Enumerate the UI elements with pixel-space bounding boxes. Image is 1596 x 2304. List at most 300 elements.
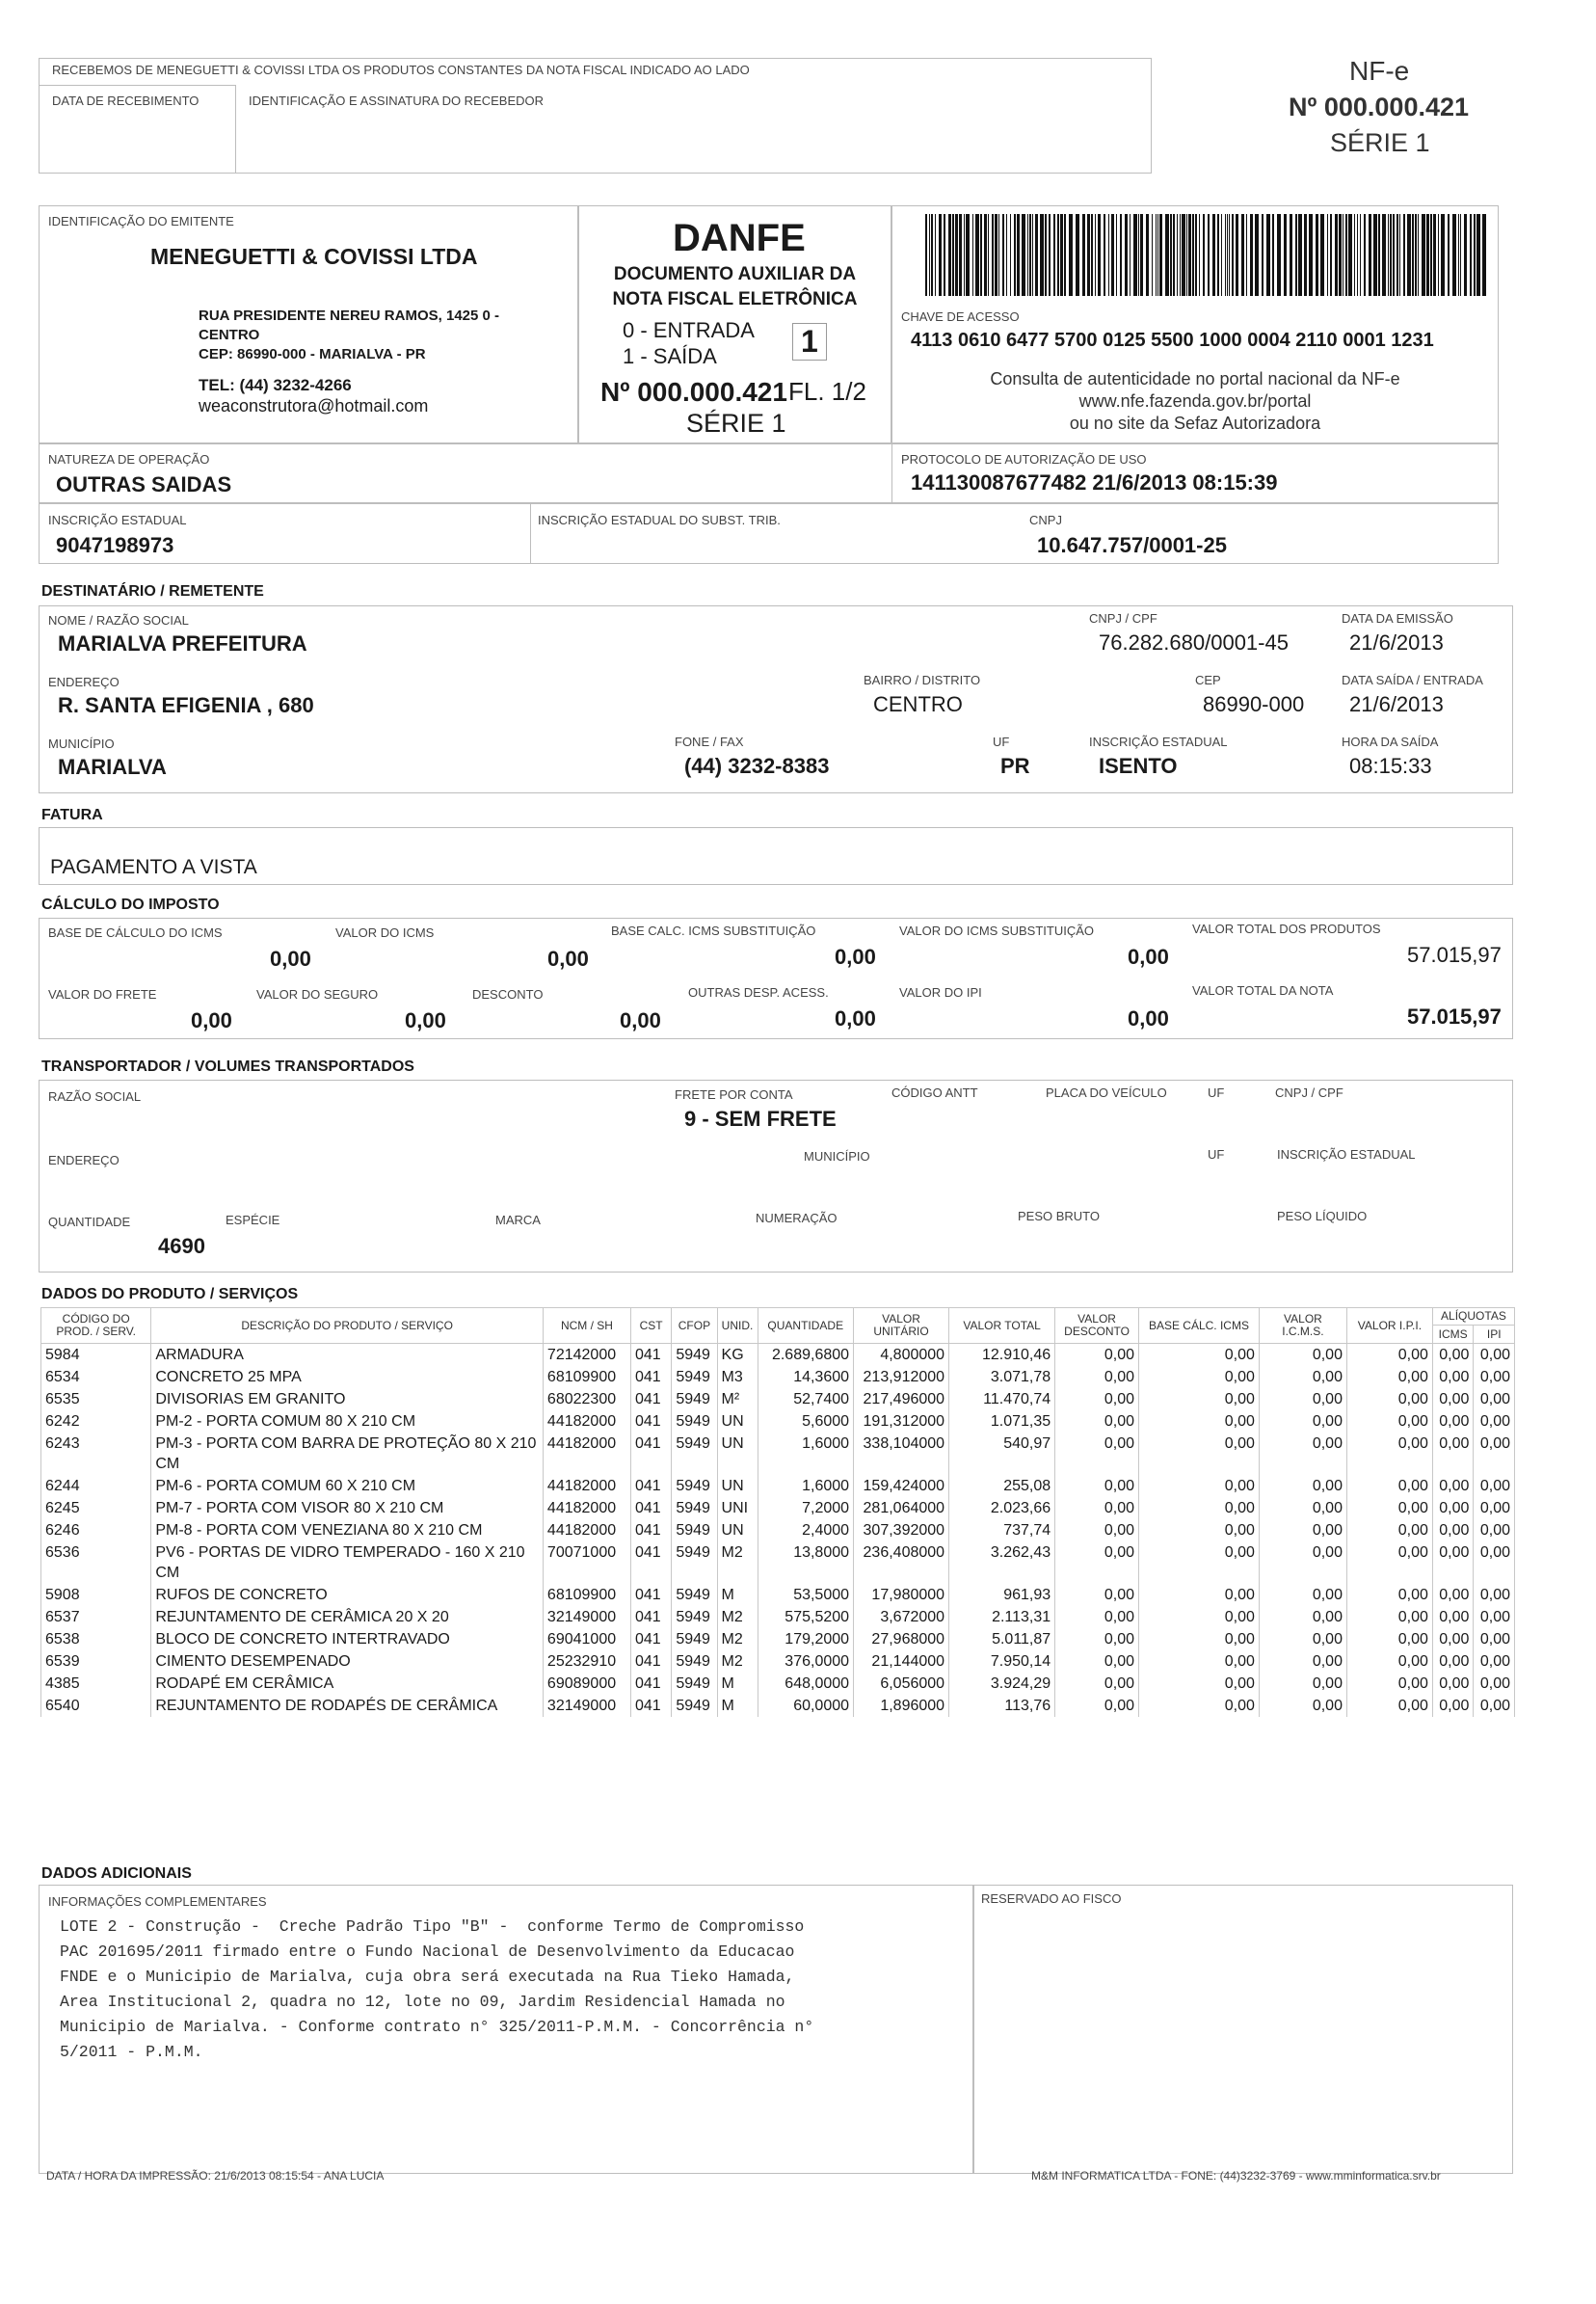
table-row xyxy=(41,1344,1515,1367)
barcode-bar xyxy=(1309,214,1313,296)
table-cell: 44182000 xyxy=(543,1497,630,1519)
consult-line3: ou no site da Sefaz Autorizadora xyxy=(1069,414,1321,433)
table-cell: 0,00 xyxy=(1138,1606,1259,1628)
barcode-bar xyxy=(1470,214,1472,296)
emitter-address xyxy=(199,307,499,364)
desc-label: DESCONTO xyxy=(472,987,544,1002)
table-cell: 32149000 xyxy=(543,1695,630,1717)
col-discount: VALOR DESCONTO xyxy=(1055,1308,1139,1344)
table-cell: 0,00 xyxy=(1346,1475,1432,1497)
table-cell: 0,00 xyxy=(1259,1695,1346,1717)
barcode-bar xyxy=(1412,214,1414,296)
table-cell: 72142000 xyxy=(543,1344,630,1367)
phone-value: (44) 3232-8383 xyxy=(684,754,830,778)
table-cell: 0,00 xyxy=(1138,1410,1259,1433)
table-cell: 0,00 xyxy=(1138,1628,1259,1650)
table-cell: 0,00 xyxy=(1259,1606,1346,1628)
info-line-1: LOTE 2 - Construção - Creche Padrão Tipo "B" - conforme Termo de Compromisso xyxy=(60,1917,805,1936)
table-cell: CIMENTO DESEMPENADO xyxy=(151,1650,544,1673)
barcode-bar xyxy=(1345,214,1347,296)
table-cell: 6538 xyxy=(41,1628,151,1650)
table-cell: 13,8000 xyxy=(758,1541,854,1584)
table-cell: PM-6 - PORTA COMUM 60 X 210 CM xyxy=(151,1475,544,1497)
table-cell: 21,144000 xyxy=(854,1650,949,1673)
info-line-4: Area Institucional 2, quadra no 12, lote no 09, Jardim Residencial Hamada no xyxy=(60,1993,785,2011)
table-cell: PV6 - PORTAS DE VIDRO TEMPERADO - 160 X 210 CM xyxy=(151,1541,544,1584)
table-cell: 44182000 xyxy=(543,1410,630,1433)
barcode-bar xyxy=(1474,214,1476,296)
table-cell: 0,00 xyxy=(1138,1541,1259,1584)
table-cell: 540,97 xyxy=(949,1433,1055,1475)
barcode-bar xyxy=(1250,214,1253,296)
barcode-bar xyxy=(1208,214,1210,296)
operation-value: OUTRAS SAIDAS xyxy=(56,472,232,496)
invoice-section: FATURA xyxy=(41,807,103,823)
invoice-box xyxy=(39,827,1513,885)
barcode-bar xyxy=(1390,214,1392,296)
barcode-bar xyxy=(1415,214,1417,296)
bc-value: 0,00 xyxy=(270,947,311,971)
barcode-bar xyxy=(1146,214,1149,296)
cep-value: 86990-000 xyxy=(1203,692,1305,716)
barcode-bar xyxy=(1203,214,1205,296)
barcode-bar xyxy=(935,214,936,296)
barcode-bar xyxy=(1241,214,1244,296)
table-cell: 0,00 xyxy=(1055,1366,1139,1388)
seguro-value: 0,00 xyxy=(405,1008,446,1032)
barcode-bar xyxy=(944,214,945,296)
barcode-bar xyxy=(1399,214,1400,296)
table-cell: 3.924,29 xyxy=(949,1673,1055,1695)
phone-label: FONE / FAX xyxy=(675,735,744,749)
table-cell: 0,00 xyxy=(1474,1344,1515,1367)
table-cell: 041 xyxy=(630,1388,671,1410)
city-label: MUNICÍPIO xyxy=(48,737,115,751)
table-cell: 60,0000 xyxy=(758,1695,854,1717)
barcode-bar xyxy=(1476,214,1480,296)
barcode-bar xyxy=(929,214,930,296)
barcode-bar xyxy=(1082,214,1085,296)
barcode-bar xyxy=(1339,214,1342,296)
table-cell: 0,00 xyxy=(1432,1673,1474,1695)
table-cell: 5949 xyxy=(672,1497,717,1519)
table-cell: 0,00 xyxy=(1138,1497,1259,1519)
table-cell: 0,00 xyxy=(1346,1433,1432,1475)
uf-label: UF xyxy=(993,735,1010,749)
table-cell: 0,00 xyxy=(1055,1673,1139,1695)
table-row xyxy=(41,1541,1515,1584)
table-cell: KG xyxy=(717,1344,758,1367)
table-cell: M3 xyxy=(717,1366,758,1388)
barcode-bar xyxy=(955,214,958,296)
barcode-bar xyxy=(1448,214,1450,296)
uf-value: PR xyxy=(1000,754,1030,778)
outras-value: 0,00 xyxy=(835,1006,876,1031)
recipient-section: DESTINATÁRIO / REMETENTE xyxy=(41,583,264,600)
table-row xyxy=(41,1695,1515,1717)
table-cell: 159,424000 xyxy=(854,1475,949,1497)
table-row xyxy=(41,1410,1515,1433)
barcode-bar xyxy=(1388,214,1389,296)
icms-label: VALOR DO ICMS xyxy=(335,925,435,940)
consult-text xyxy=(891,368,1499,435)
table-cell: M2 xyxy=(717,1541,758,1584)
barcode-bar xyxy=(1108,214,1109,296)
col-unid: UNID. xyxy=(717,1308,758,1344)
table-cell: 041 xyxy=(630,1673,671,1695)
table-cell: 0,00 xyxy=(1259,1519,1346,1541)
table-cell: M2 xyxy=(717,1650,758,1673)
products-table xyxy=(40,1307,1515,1717)
table-cell: 1.071,35 xyxy=(949,1410,1055,1433)
barcode-bar xyxy=(1029,214,1031,296)
table-cell: 0,00 xyxy=(1474,1628,1515,1650)
table-row xyxy=(41,1366,1515,1388)
col-aliquotas: ALÍQUOTAS xyxy=(1432,1308,1514,1326)
barcode-bar xyxy=(1217,214,1219,296)
table-cell: 0,00 xyxy=(1474,1410,1515,1433)
table-cell: 0,00 xyxy=(1432,1475,1474,1497)
table-cell: 0,00 xyxy=(1346,1388,1432,1410)
table-cell: 1,6000 xyxy=(758,1475,854,1497)
transport-cnpj-label: CNPJ / CPF xyxy=(1275,1085,1343,1100)
table-row xyxy=(41,1388,1515,1410)
barcode-bar xyxy=(1170,214,1172,296)
barcode-bar xyxy=(1452,214,1456,296)
table-cell: 6244 xyxy=(41,1475,151,1497)
barcode-bar xyxy=(1232,214,1234,296)
table-cell: 11.470,74 xyxy=(949,1388,1055,1410)
table-cell: M² xyxy=(717,1388,758,1410)
table-cell: 5949 xyxy=(672,1628,717,1650)
barcode-bar xyxy=(1290,214,1292,296)
table-cell: 68109900 xyxy=(543,1584,630,1606)
table-cell: 5949 xyxy=(672,1541,717,1584)
table-cell: DIVISORIAS EM GRANITO xyxy=(151,1388,544,1410)
table-cell: 0,00 xyxy=(1346,1606,1432,1628)
table-cell: 0,00 xyxy=(1055,1410,1139,1433)
exit-date: 21/6/2013 xyxy=(1349,692,1444,716)
protocol-value: 141130087677482 21/6/2013 08:15:39 xyxy=(911,470,1278,495)
recipient-name: MARIALVA PREFEITURA xyxy=(58,631,307,656)
table-cell: 0,00 xyxy=(1346,1366,1432,1388)
table-cell: 0,00 xyxy=(1259,1673,1346,1695)
table-cell: 4,800000 xyxy=(854,1344,949,1367)
district-value: CENTRO xyxy=(873,692,963,716)
barcode-bar xyxy=(1403,214,1405,296)
barcode-bar xyxy=(1246,214,1247,296)
table-cell: RODAPÉ EM CERÂMICA xyxy=(151,1673,544,1695)
table-cell: 0,00 xyxy=(1474,1584,1515,1606)
table-cell: 0,00 xyxy=(1346,1344,1432,1367)
table-cell: 4385 xyxy=(41,1673,151,1695)
transport-uf2-label: UF xyxy=(1208,1147,1225,1162)
barcode-bar xyxy=(1225,214,1226,296)
barcode-bar xyxy=(1157,214,1158,296)
products-section: DADOS DO PRODUTO / SERVIÇOS xyxy=(41,1286,299,1302)
barcode-bar xyxy=(1064,214,1066,296)
barcode-bar xyxy=(1027,214,1028,296)
exit-label: DATA SAÍDA / ENTRADA xyxy=(1342,673,1483,687)
fisco-label: RESERVADO AO FISCO xyxy=(981,1891,1122,1906)
danfe-entrada: 0 - ENTRADA xyxy=(623,318,755,342)
table-cell: 6537 xyxy=(41,1606,151,1628)
table-cell: 0,00 xyxy=(1138,1673,1259,1695)
barcode-bar xyxy=(1418,214,1419,296)
barcode-bar xyxy=(1369,214,1371,296)
barcode-bar xyxy=(1035,214,1038,296)
table-cell: 0,00 xyxy=(1138,1650,1259,1673)
table-cell: 6535 xyxy=(41,1388,151,1410)
table-cell: 27,968000 xyxy=(854,1628,949,1650)
icms-value: 0,00 xyxy=(547,947,589,971)
danfe-fl: FL. 1/2 xyxy=(788,377,866,406)
table-cell: UN xyxy=(717,1433,758,1475)
table-cell: 7,2000 xyxy=(758,1497,854,1519)
barcode-bar xyxy=(1295,214,1297,296)
table-cell: 217,496000 xyxy=(854,1388,949,1410)
barcode-bar xyxy=(1430,214,1432,296)
table-cell: 041 xyxy=(630,1650,671,1673)
marca-label: MARCA xyxy=(495,1213,541,1227)
transport-mun-label: MUNICÍPIO xyxy=(804,1149,870,1164)
table-cell: ARMADURA xyxy=(151,1344,544,1367)
table-cell: 68109900 xyxy=(543,1366,630,1388)
barcode-bar xyxy=(1393,214,1395,296)
barcode-bar xyxy=(975,214,979,296)
table-cell: 0,00 xyxy=(1474,1519,1515,1541)
qtd-value: 4690 xyxy=(158,1234,205,1258)
ipi-label: VALOR DO IPI xyxy=(899,985,982,1000)
transport-frete-value: 9 - SEM FRETE xyxy=(684,1107,837,1131)
barcode-bar xyxy=(1460,214,1461,296)
table-cell: 737,74 xyxy=(949,1519,1055,1541)
consult-line1: Consulta de autenticidade no portal nacional da NF-e xyxy=(990,369,1400,388)
table-cell: PM-8 - PORTA COM VENEZIANA 80 X 210 CM xyxy=(151,1519,544,1541)
table-cell: 44182000 xyxy=(543,1433,630,1475)
barcode-bar xyxy=(964,214,965,296)
barcode-bar xyxy=(966,214,970,296)
barcode-bar xyxy=(1125,214,1128,296)
barcode-bar xyxy=(931,214,933,296)
table-cell: 213,912000 xyxy=(854,1366,949,1388)
barcode-bar xyxy=(1186,214,1187,296)
barcode-bar xyxy=(1111,214,1114,296)
barcode-bar xyxy=(1316,214,1318,296)
emission-label: DATA DA EMISSÃO xyxy=(1342,611,1453,626)
table-cell: 0,00 xyxy=(1138,1344,1259,1367)
bcst-label: BASE CALC. ICMS SUBSTITUIÇÃO xyxy=(611,924,816,938)
esp-label: ESPÉCIE xyxy=(226,1213,280,1227)
barcode-bar xyxy=(1192,214,1194,296)
barcode-bar xyxy=(1426,214,1429,296)
table-row xyxy=(41,1673,1515,1695)
address-label: ENDEREÇO xyxy=(48,675,120,689)
col-aliq-ipi: IPI xyxy=(1474,1326,1515,1344)
table-row xyxy=(41,1584,1515,1606)
recipient-cnpj-label: CNPJ / CPF xyxy=(1089,611,1157,626)
barcode-bar xyxy=(1120,214,1122,296)
table-cell: 041 xyxy=(630,1410,671,1433)
barcode-bar xyxy=(1049,214,1051,296)
table-cell: 6242 xyxy=(41,1410,151,1433)
barcode-bar xyxy=(1227,214,1228,296)
table-cell: 5949 xyxy=(672,1433,717,1475)
table-cell: M xyxy=(717,1584,758,1606)
table-cell: 68022300 xyxy=(543,1388,630,1410)
barcode-bar xyxy=(1464,214,1467,296)
barcode-bar xyxy=(1348,214,1352,296)
barcode-bar xyxy=(1378,214,1380,296)
table-cell: 0,00 xyxy=(1259,1433,1346,1475)
barcode-bar xyxy=(1262,214,1264,296)
emitter-tel: TEL: (44) 3232-4266 xyxy=(199,376,352,394)
outras-label: OUTRAS DESP. ACESS. xyxy=(688,985,829,1000)
table-row xyxy=(41,1475,1515,1497)
frete-label: VALOR DO FRETE xyxy=(48,987,157,1002)
barcode-bar xyxy=(1320,214,1324,296)
col-base: BASE CÁLC. ICMS xyxy=(1138,1308,1259,1344)
barcode-bar xyxy=(980,214,982,296)
info-line-6: 5/2011 - P.M.M. xyxy=(60,2043,203,2061)
barcode-bar xyxy=(1002,214,1004,296)
table-cell: 041 xyxy=(630,1606,671,1628)
table-cell: 041 xyxy=(630,1541,671,1584)
table-cell: M xyxy=(717,1673,758,1695)
table-cell: 0,00 xyxy=(1346,1673,1432,1695)
info-line-5: Municipio de Marialva. - Conforme contrato n° 325/2011-P.M.M. - Concorrência n° xyxy=(60,2018,814,2036)
table-cell: 0,00 xyxy=(1259,1541,1346,1584)
table-cell: 0,00 xyxy=(1432,1497,1474,1519)
table-cell: 0,00 xyxy=(1346,1410,1432,1433)
barcode-bar xyxy=(972,214,973,296)
table-cell: 961,93 xyxy=(949,1584,1055,1606)
table-cell: 0,00 xyxy=(1055,1433,1139,1475)
table-cell: M2 xyxy=(717,1606,758,1628)
col-aliq-icms: ICMS xyxy=(1432,1326,1474,1344)
table-cell: UNI xyxy=(717,1497,758,1519)
emission-date: 21/6/2013 xyxy=(1349,630,1444,655)
barcode-bar xyxy=(939,214,942,296)
invoice-value: PAGAMENTO A VISTA xyxy=(50,856,257,878)
table-row xyxy=(41,1628,1515,1650)
receipt-text: RECEBEMOS DE MENEGUETTI & COVISSI LTDA OS PRODUTOS CONSTANTES DA NOTA FISCAL INDICADO AO LADO xyxy=(52,63,750,77)
time-label: HORA DA SAÍDA xyxy=(1342,735,1439,749)
table-cell: 0,00 xyxy=(1055,1344,1139,1367)
cnpj-label: CNPJ xyxy=(1029,513,1062,527)
table-cell: 191,312000 xyxy=(854,1410,949,1433)
table-cell: 0,00 xyxy=(1259,1410,1346,1433)
barcode-bar xyxy=(1373,214,1377,296)
table-cell: RUFOS DE CONCRETO xyxy=(151,1584,544,1606)
table-cell: 0,00 xyxy=(1474,1497,1515,1519)
footer-software: M&M INFORMATICA LTDA - FONE: (44)3232-3769 - www.mminformatica.srv.br xyxy=(1031,2169,1441,2183)
table-cell: 648,0000 xyxy=(758,1673,854,1695)
table-cell: 236,408000 xyxy=(854,1541,949,1584)
barcode-bar xyxy=(1357,214,1358,296)
table-cell: 0,00 xyxy=(1432,1695,1474,1717)
barcode-bar xyxy=(1441,214,1445,296)
table-cell: UN xyxy=(717,1410,758,1433)
table-cell: 0,00 xyxy=(1259,1650,1346,1673)
table-cell: 0,00 xyxy=(1138,1433,1259,1475)
barcode-bar xyxy=(1173,214,1175,296)
table-cell: 0,00 xyxy=(1346,1695,1432,1717)
barcode-bar xyxy=(959,214,962,296)
table-cell: 69089000 xyxy=(543,1673,630,1695)
info-text xyxy=(60,1915,813,2065)
table-cell: 0,00 xyxy=(1259,1344,1346,1367)
table-cell: 0,00 xyxy=(1346,1519,1432,1541)
col-total: VALOR TOTAL xyxy=(949,1308,1055,1344)
col-ncm: NCM / SH xyxy=(543,1308,630,1344)
recipient-cnpj: 76.282.680/0001-45 xyxy=(1099,630,1289,655)
table-cell: 3.262,43 xyxy=(949,1541,1055,1584)
col-cst: CST xyxy=(630,1308,671,1344)
table-cell: 0,00 xyxy=(1259,1388,1346,1410)
table-cell: 0,00 xyxy=(1138,1388,1259,1410)
totprod-label: VALOR TOTAL DOS PRODUTOS xyxy=(1192,922,1381,936)
barcode-bar xyxy=(1140,214,1143,296)
table-cell: 5.011,87 xyxy=(949,1628,1055,1650)
table-cell: 255,08 xyxy=(949,1475,1055,1497)
table-cell: REJUNTAMENTO DE CERÂMICA 20 X 20 xyxy=(151,1606,544,1628)
barcode-bar xyxy=(1095,214,1096,296)
barcode-bar xyxy=(1360,214,1361,296)
receipt-sign-label: IDENTIFICAÇÃO E ASSINATURA DO RECEBEDOR xyxy=(249,94,545,108)
emitter-addr1: RUA PRESIDENTE NEREU RAMOS, 1425 0 - xyxy=(199,308,500,324)
table-cell: 0,00 xyxy=(1474,1388,1515,1410)
barcode-bar xyxy=(1165,214,1169,296)
table-cell: REJUNTAMENTO DE RODAPÉS DE CERÂMICA xyxy=(151,1695,544,1717)
barcode-bar xyxy=(1438,214,1439,296)
table-cell: 0,00 xyxy=(1474,1475,1515,1497)
col-desc: DESCRIÇÃO DO PRODUTO / SERVIÇO xyxy=(151,1308,544,1344)
bc-label: BASE DE CÁLCULO DO ICMS xyxy=(48,925,223,940)
table-cell: 5949 xyxy=(672,1344,717,1367)
table-cell: 44182000 xyxy=(543,1475,630,1497)
barcode-bar xyxy=(988,214,989,296)
barcode-bar xyxy=(1422,214,1425,296)
emitter-name: MENEGUETTI & COVISSI LTDA xyxy=(150,244,478,269)
table-cell: 0,00 xyxy=(1259,1366,1346,1388)
col-ipi-val: VALOR I.P.I. xyxy=(1346,1308,1432,1344)
info-line-2: PAC 201695/2011 firmado entre o Fundo Nacional de Desenvolvimento da Educacao xyxy=(60,1942,795,1961)
tax-section: CÁLCULO DO IMPOSTO xyxy=(41,897,220,913)
totprod-value: 57.015,97 xyxy=(1407,943,1502,967)
barcode-bar xyxy=(1284,214,1287,296)
table-cell: 338,104000 xyxy=(854,1433,949,1475)
barcode-bar xyxy=(1076,214,1079,296)
table-cell: 0,00 xyxy=(1138,1695,1259,1717)
recipient-name-label: NOME / RAZÃO SOCIAL xyxy=(48,613,189,628)
barcode-bar xyxy=(984,214,987,296)
cnpj-value: 10.647.757/0001-25 xyxy=(1037,533,1227,557)
access-key: 4113 0610 6477 5700 0125 5500 1000 0004 2110 0001 1231 xyxy=(911,330,1434,351)
recipient-ie: ISENTO xyxy=(1099,754,1178,778)
table-cell: 1,6000 xyxy=(758,1433,854,1475)
barcode-bar xyxy=(1182,214,1185,296)
transport-ie-label: INSCRIÇÃO ESTADUAL xyxy=(1277,1147,1416,1162)
table-cell: 5949 xyxy=(672,1606,717,1628)
table-cell: 5984 xyxy=(41,1344,151,1367)
table-cell: 041 xyxy=(630,1475,671,1497)
barcode-bar xyxy=(1195,214,1197,296)
table-cell: 376,0000 xyxy=(758,1650,854,1673)
table-cell: PM-3 - PORTA COM BARRA DE PROTEÇÃO 80 X 210 CM xyxy=(151,1433,544,1475)
table-cell: 0,00 xyxy=(1055,1388,1139,1410)
transport-uf-label: UF xyxy=(1208,1085,1225,1100)
